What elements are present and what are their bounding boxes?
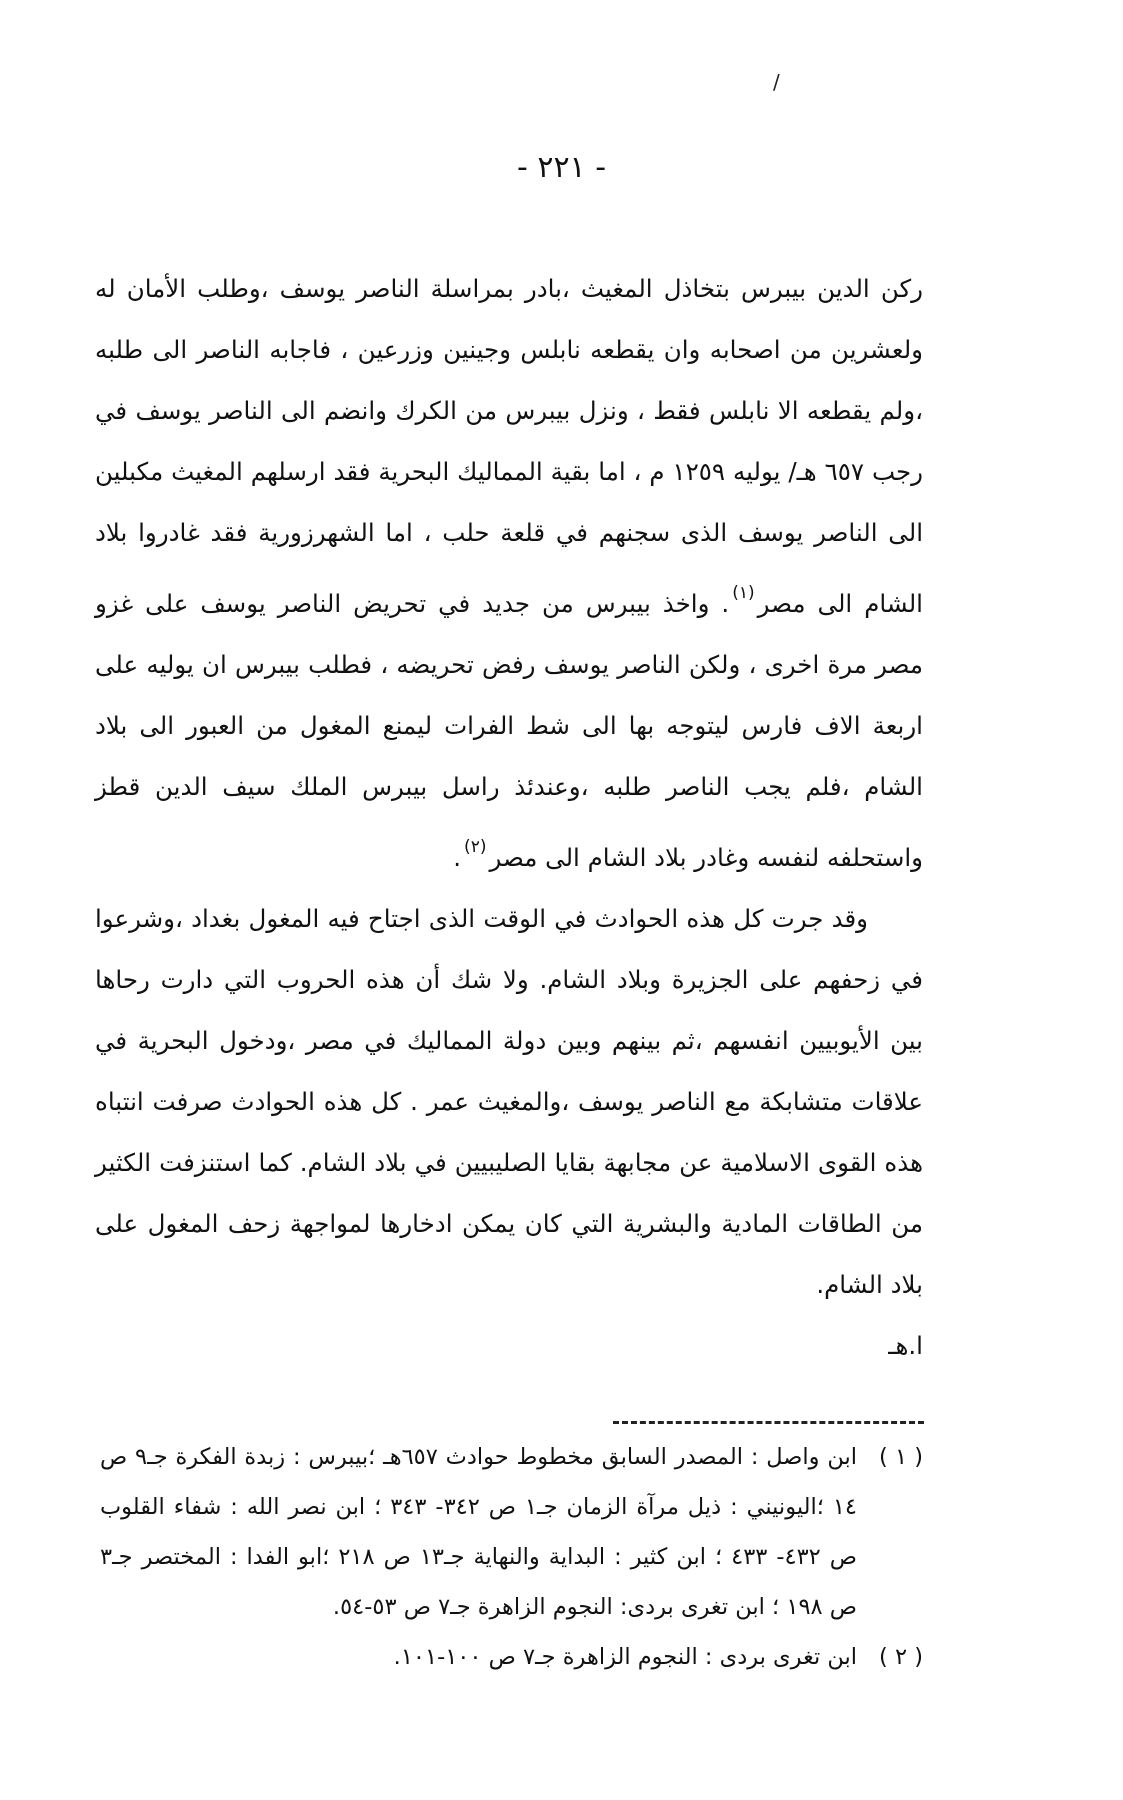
paragraph-2: وقد جرت كل هذه الحوادث في الوقت الذى اجتاح فيه المغول بغداد ،وشرعوا في زحفهم على الجزيرة وبلاد الشام. ولا شك أن هذه الحروب التي دارت رحاها بين الأيوبيين انفسهم ،ثم بينهم وبين دولة المماليك في مصر ،ودخول البحرية في علاقات متشابكة مع الناصر يوسف ،والمغيث عمر . كل هذه الحوادث صرفت انتباه هذه القوى الاسلامية عن مجابهة بقايا الصليبيين في بلاد الشام. كما استنزفت الكثير من الطاقات المادية والبشرية التي كان يمكن ادخارها لمواجهة زحف المغول على بلاد الشام. <box>95 904 923 1299</box>
footnote-reference-2: (٢) <box>464 837 487 857</box>
page-number: - ٢٢١ - <box>516 150 607 185</box>
footnote-1 <box>100 1432 923 1632</box>
footnote-2 <box>100 1632 923 1682</box>
footnote-text: ابن واصل : المصدر السابق مخطوط حوادث ٦٥٧هـ ؛بيبرس : زبدة الفكرة جـ٩ ص ١٤ ؛اليونيني : ذيل مرآة الزمان جـ١ ص ٣٤٢- ٣٤٣ ؛ ابن نصر الله : شفاء القلوب ص ٤٣٢- ٤٣٣ ؛ ابن كثير : البداية والنهاية جـ١٣ ص ٢١٨ ؛ابو الفدا : المختصر جـ٣ ص ١٩٨ ؛ ابن تغرى بردى: النجوم الزاهرة جـ٧ ص ٥٣-٥٤. <box>100 1444 857 1620</box>
main-text <box>95 258 923 1376</box>
closing-mark: ا.هـ <box>888 1331 923 1360</box>
footnote-marker: ( ٢ ) <box>879 1644 923 1670</box>
paragraph-1-part-1: ركن الدين بيبرس بتخاذل المغيث ،بادر بمراسلة الناصر يوسف ،وطلب الأمان له ولعشرين من اصحابه وان يقطعه نابلس وجينين وزرعين ، فاجابه الناصر الى طلبه ،ولم يقطعه الا نابلس فقط ، ونزل بيبرس من الكرك وانضم الى الناصر يوسف في رجب ٦٥٧ هـ/ يوليه ١٢٥٩ م ، اما بقية المماليك البحرية فقد ارسلهم المغيث مكبلين الى الناصر يوسف الذى سجنهم في قلعة حلب ، اما الشهرزورية فقد غادروا بلاد الشام الى مصر <box>95 274 923 618</box>
stray-pen-mark: / <box>773 70 780 94</box>
footnotes <box>100 1432 923 1682</box>
footnote-reference-1: (١) <box>732 583 755 603</box>
footnote-text: ابن تغرى بردى : النجوم الزاهرة جـ٧ ص ١٠٠-١٠١. <box>393 1644 857 1670</box>
paragraph-1 <box>95 258 923 888</box>
footnote-marker: ( ١ ) <box>879 1444 923 1470</box>
paragraph-1-part-3: . <box>453 843 462 872</box>
paragraph-1-part-2: . واخذ بيبرس من جديد في تحريض الناصر يوسف على غزو مصر مرة اخرى ، ولكن الناصر يوسف رفض تحريضه ، فطلب بيبرس ان يوليه على اربعة الاف فارس ليتوجه بها الى شط الفرات ليمنع المغول من العبور الى بلاد الشام ،فلم يجب الناصر طلبه ،وعندئذ راسل بيبرس الملك سيف الدين قطز واستحلفه لنفسه وغادر بلاد الشام الى مصر <box>95 589 923 872</box>
footnote-divider <box>613 1421 924 1424</box>
